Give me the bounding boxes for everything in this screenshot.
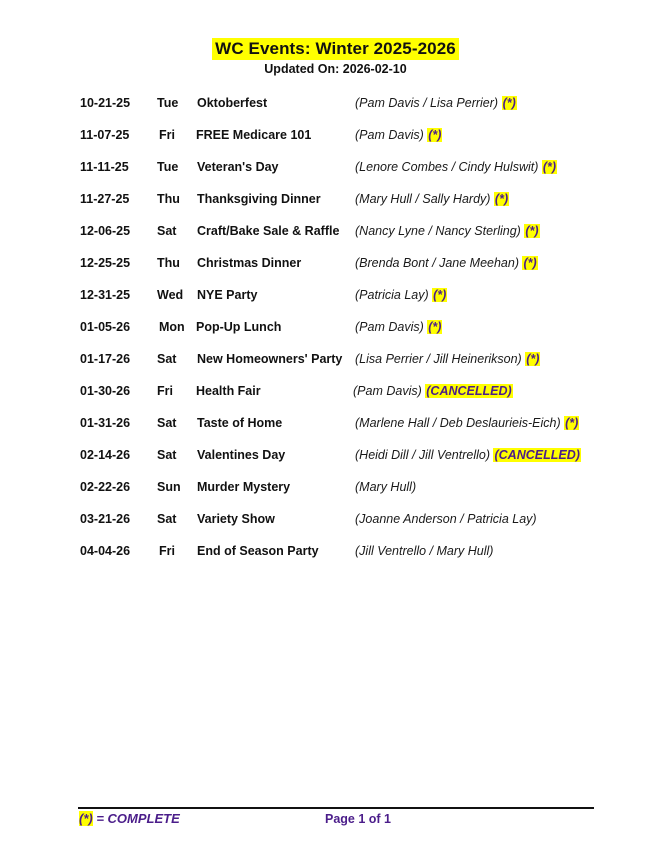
event-date: 01-30-26 <box>80 384 131 398</box>
event-day: Thu <box>157 192 180 206</box>
event-date: 12-31-25 <box>80 288 131 302</box>
footer-divider <box>78 807 594 809</box>
event-row <box>0 157 671 177</box>
event-row <box>0 509 671 529</box>
event-hosts <box>355 349 540 369</box>
event-hosts <box>355 445 581 465</box>
event-name: Veteran's Day <box>197 160 279 174</box>
event-date: 11-27-25 <box>80 192 130 206</box>
event-row <box>0 381 671 401</box>
event-hosts <box>355 477 416 497</box>
complete-badge: (*) <box>433 288 447 302</box>
event-hosts <box>355 509 537 529</box>
hosts-text: (Jill Ventrello / Mary Hull) <box>355 544 494 558</box>
event-name: Health Fair <box>196 384 261 398</box>
event-date: 01-17-26 <box>80 352 131 366</box>
event-day: Sat <box>157 352 177 366</box>
hosts-text: (Lisa Perrier / Jill Heinerikson) <box>355 352 522 366</box>
event-row <box>0 285 671 305</box>
event-row <box>0 253 671 273</box>
event-day: Fri <box>159 544 175 558</box>
page-title: WC Events: Winter 2025-2026 <box>212 38 459 60</box>
complete-badge: (*) <box>428 320 442 334</box>
complete-badge: (*) <box>502 96 516 110</box>
event-name: Craft/Bake Sale & Raffle <box>197 224 340 238</box>
event-row <box>0 413 671 433</box>
event-day: Sat <box>157 512 177 526</box>
event-hosts <box>355 125 442 145</box>
event-date: 02-22-26 <box>80 480 131 494</box>
hosts-text: (Brenda Bont / Jane Meehan) <box>355 256 519 270</box>
cancelled-badge: (CANCELLED) <box>426 384 512 398</box>
complete-badge: (*) <box>525 224 539 238</box>
event-hosts <box>355 285 447 305</box>
complete-badge: (*) <box>523 256 537 270</box>
hosts-text: (Lenore Combes / Cindy Hulswit) <box>355 160 539 174</box>
event-day: Sat <box>157 448 177 462</box>
event-day: Sat <box>157 224 177 238</box>
event-name: New Homeowners' Party <box>197 352 343 366</box>
event-name: Variety Show <box>197 512 275 526</box>
event-row <box>0 189 671 209</box>
event-day: Mon <box>159 320 185 334</box>
event-row <box>0 93 671 113</box>
page-number: Page 1 of 1 <box>325 812 391 826</box>
hosts-text: (Pam Davis) <box>355 128 424 142</box>
event-name: Murder Mystery <box>197 480 291 494</box>
event-hosts <box>355 413 579 433</box>
complete-badge: (*) <box>542 160 557 174</box>
hosts-text: (Pam Davis) <box>353 384 422 398</box>
event-row <box>0 477 671 497</box>
event-name: Christmas Dinner <box>197 256 302 270</box>
hosts-text: (Patricia Lay) <box>355 288 429 302</box>
event-row <box>0 125 671 145</box>
event-hosts <box>355 93 517 113</box>
event-date: 02-14-26 <box>80 448 131 462</box>
event-date: 10-21-25 <box>80 96 131 110</box>
hosts-text: (Pam Davis / Lisa Perrier) <box>355 96 499 110</box>
event-hosts <box>353 381 513 401</box>
event-day: Fri <box>157 384 173 398</box>
event-name: FREE Medicare 101 <box>196 128 312 142</box>
event-name: Valentines Day <box>197 448 286 462</box>
event-hosts <box>355 541 493 561</box>
event-date: 03-21-26 <box>80 512 131 526</box>
legend-key: (*) <box>79 811 93 826</box>
complete-badge: (*) <box>494 192 509 206</box>
event-day: Wed <box>157 288 184 302</box>
event-date: 01-31-26 <box>80 416 131 430</box>
event-day: Fri <box>159 128 175 142</box>
hosts-text: (Heidi Dill / Jill Ventrello) <box>355 448 490 462</box>
hosts-text: (Mary Hull) <box>355 480 417 494</box>
complete-badge: (*) <box>565 416 579 430</box>
event-date: 11-07-25 <box>80 128 130 142</box>
event-day: Thu <box>157 256 180 270</box>
event-name: Oktoberfest <box>197 96 268 110</box>
event-row <box>0 317 671 337</box>
event-row <box>0 349 671 369</box>
event-day: Tue <box>157 160 179 174</box>
hosts-text: (Pam Davis) <box>355 320 424 334</box>
updated-date: Updated On: 2026-02-10 <box>264 62 407 76</box>
event-name: Pop-Up Lunch <box>196 320 282 334</box>
event-date: 04-04-26 <box>80 544 131 558</box>
event-hosts <box>355 221 540 241</box>
complete-badge: (*) <box>526 352 540 366</box>
event-date: 12-06-25 <box>80 224 131 238</box>
event-date: 01-05-26 <box>80 320 131 334</box>
event-name: NYE Party <box>197 288 258 302</box>
event-day: Sun <box>157 480 181 494</box>
event-row <box>0 541 671 561</box>
title-container <box>0 38 671 60</box>
event-row <box>0 221 671 241</box>
event-row <box>0 445 671 465</box>
event-name: Thanksgiving Dinner <box>197 192 321 206</box>
complete-badge: (*) <box>428 128 442 142</box>
event-name: Taste of Home <box>197 416 283 430</box>
hosts-text: (Mary Hull / Sally Hardy) <box>355 192 491 206</box>
hosts-text: (Marlene Hall / Deb Deslaurieis-Eich) <box>355 416 561 430</box>
hosts-text: (Nancy Lyne / Nancy Sterling) <box>355 224 521 238</box>
cancelled-badge: (CANCELLED) <box>494 448 580 462</box>
event-name: End of Season Party <box>197 544 319 558</box>
legend <box>79 811 180 826</box>
event-date: 12-25-25 <box>80 256 131 270</box>
event-hosts <box>355 317 442 337</box>
event-day: Tue <box>157 96 179 110</box>
hosts-text: (Joanne Anderson / Patricia Lay) <box>355 512 537 526</box>
event-hosts <box>355 157 557 177</box>
event-hosts <box>355 253 538 273</box>
event-date: 11-11-25 <box>80 160 129 174</box>
event-hosts <box>355 189 509 209</box>
legend-text: = COMPLETE <box>92 811 180 826</box>
event-day: Sat <box>157 416 177 430</box>
